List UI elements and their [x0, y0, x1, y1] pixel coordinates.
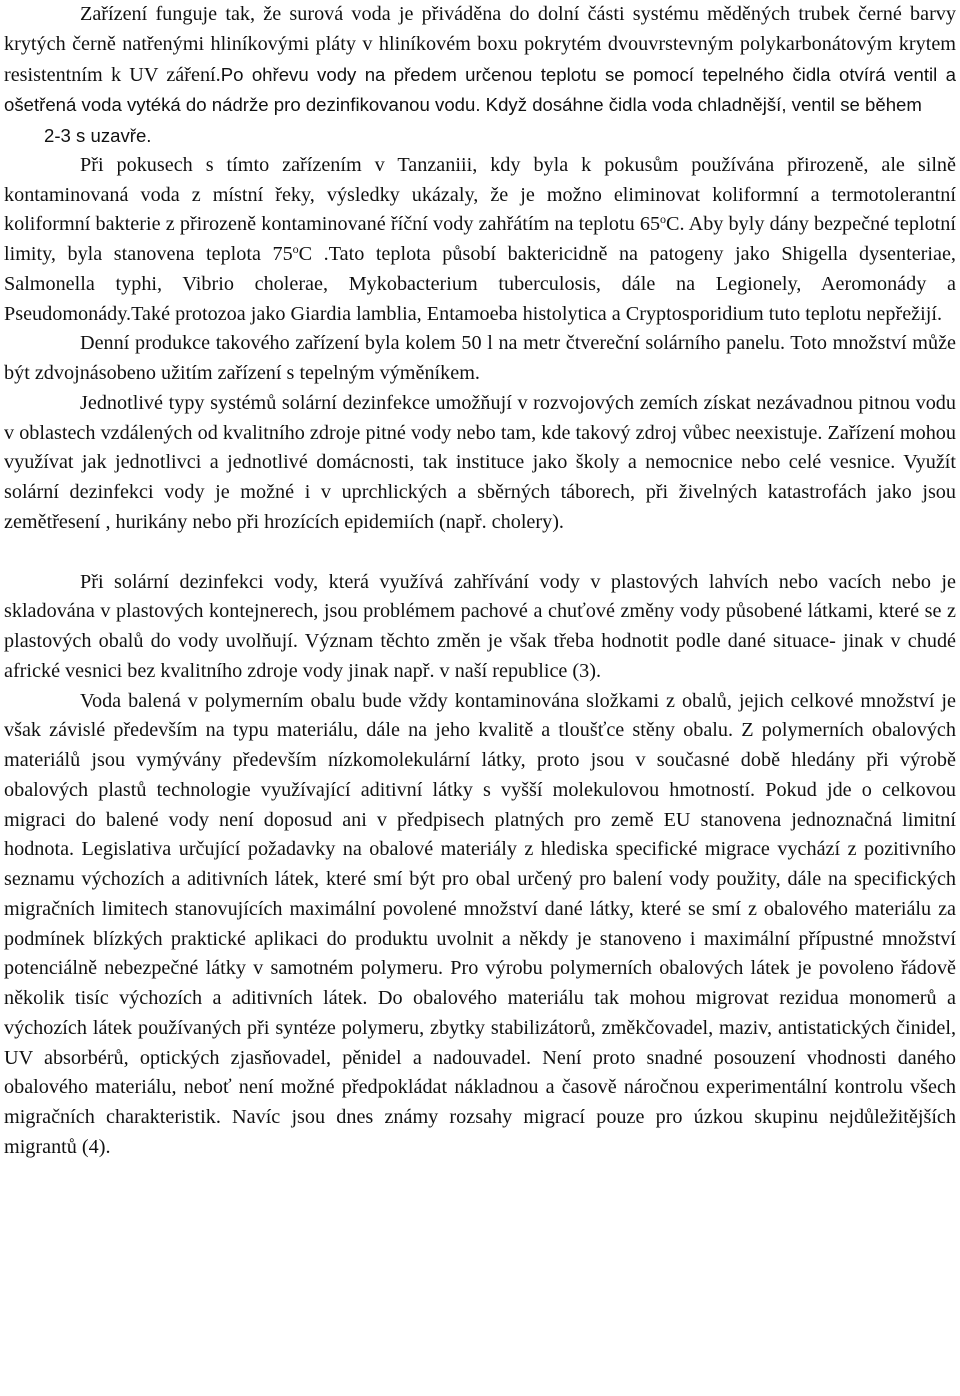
- paragraph-tanzania-experiments: [4, 151, 956, 330]
- degree-symbol: o: [660, 212, 667, 227]
- paragraph-tanzania-part-1: Při pokusech s tímto zařízením v Tanzaniii, kdy byla k pokusům používána přirozeně, ale silně kontaminovaná voda z místní řeky, výsledky ukázaly, že je možno eliminovat koliformní a termotolerantní koliformní bakterie z přirozeně kontaminované říční vody zahřátím na teplotu 65: [4, 153, 956, 236]
- degree-symbol: o: [292, 242, 299, 256]
- paragraph-plastic-bottles: Při solární dezinfekci vody, která využívá zahřívání vody v plastových lahvích nebo vacích nebo je skladována v plastových kontejnerech, jsou problémem pachové a chuťové změny vody působené látkami, které se z plastových obalů do vody uvolňují. Význam těchto změn je však třeba hodnotit podle dané situace- jinak v chudé africké vesnici bez kvalitního zdroje vody jinak např. v naší republice (3).: [4, 570, 956, 682]
- paragraph-heating-device-end: 2-3 s uzavře.: [44, 125, 152, 146]
- paragraph-polymer-packaging: Voda balená v polymerním obalu bude vždy kontaminována složkami z obalů, jejich celkové množství je však závislé především na typu materiálu, dále na jeho kvalitě a tloušťce stěny obalu. Z polymerních obalových materiálů jsou vymývány především nízkomolekulární látky, proto jsou v současné době hledány při výrobě obalových plastů technologie využívající aditivní látky s vyšší molekulovou hmotností. Pokud jde o celkovou migraci do balené vody není doposud ani v předpisech platných pro země EU stanovena jednoznačná limitní hodnota. Legislativa určující požadavky na obalové materiály z hlediska specifické migrace vychází z pozitivního seznamu výchozích a aditivních látek, které smí být pro obal určený pro balení vody použity, dále na specifických migračních limitech stanovujících maximální povolené množství dané látky, které se smí z obalového materiálu za podmínek blízkých praktické aplikaci do produktu uvolnit a někdy je stanoveno i maximální přípustné množství potenciálně nebezpečné látky v samotném polymeru. Pro výrobu polymerních obalových látek je povoleno řádově několik tisíc výchozích a aditivních látek. Do obalového materiálu tak mohou migrovat rezidua monomerů a výchozích látek používaných při syntéze polymeru, zbytky stabilizátorů, změkčovadel, maziv, antistatických činidel, UV absorbérů, optických zjasňovadel, pěnidel a nadouvadel. Není proto snadné posouzení vhodnosti daného obalového materiálu, neboť není možné předpokládat nákladnou a časově náročnou experimentální kontrolu všech migračních charakteristik. Navíc jsou dnes známy rozsahy migrací pouze pro úzkou skupinu nejdůležitějších migrantů (4).: [4, 689, 956, 1158]
- paragraph-heating-device: [4, 0, 956, 121]
- paragraph-gap: [4, 538, 956, 568]
- paragraph-heating-device-part-1: Zařízení funguje tak, že surová voda je přiváděna do dolní části systému měděných trubek černé barvy krytých černě natřenými hliníkovými pláty v hliníkovém boxu pokrytém dvouvrstevným polykarbonátovým krytem resistentním k UV záření.: [4, 3, 956, 86]
- paragraph-solar-disinfection-systems: Jednotlivé typy systémů solární dezinfekce umožňují v rozvojových zemích získat nezávadnou pitnou vodu v oblastech vzdálených od kvalitního zdroje pitné vody nebo tam, kde takový zdroj vůbec neexistuje. Zařízení mohou využívat jak jednotlivci a jednotlivé domácnosti, tak instituce jako školy a nemocnice nebo celé vesnice. Využít solární dezinfekci vody je možné i v uprchlických a sběrných táborech, při živelných katastrofách jako jsou zemětřesení , hurikány nebo při hrozících epidemiích (např. cholery).: [4, 391, 956, 533]
- paragraph-tanzania-part-3: C .Tato teplota působí baktericidně na patogeny jako Shigella dysenteriae, Salmonella typhi, Vibrio cholerae, Mykobacterium tuberculosis, dále na Legionely, Aeromonády a Pseudomonády.Také protozoa jako Giardia lamblia, Entamoeba histolytica a Cryptosporidium tuto teplotu nepřežijí.: [4, 243, 956, 325]
- paragraph-tanzania-part-2: C. Aby byly dány bezpečné teplotní limity, byla stanovena teplota 75: [4, 213, 956, 265]
- paragraph-heating-device-part-2: Po ohřevu vody na předem určenou teplotu se pomocí tepelného čidla otvírá ventil a ošetřená voda vytéká do nádrže pro dezinfikovanou vodu. Když dosáhne čidla voda chladnější, ventil se během: [4, 63, 957, 116]
- paragraph-daily-production: Denní produkce takového zařízení byla kolem 50 l na metr čtvereční solárního panelu. Toto množství může být zdvojnásobeno užitím zařízení s tepelným výměníkem.: [4, 332, 956, 384]
